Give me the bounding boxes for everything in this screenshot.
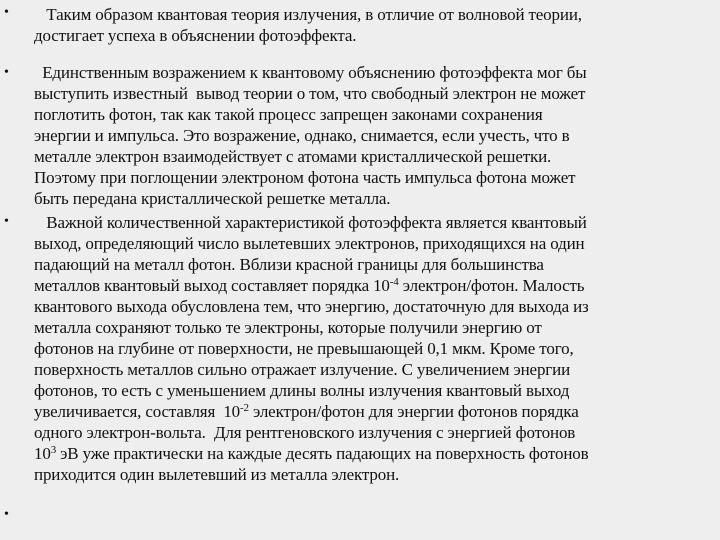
- text-line: [34, 443, 720, 464]
- text-segment: электрон/фотон для энергии фотонов порядка: [248, 402, 579, 421]
- paragraph-3: [34, 212, 720, 485]
- text-line: [34, 275, 720, 296]
- text-segment: эВ уже практически на каждые десять падающих на поверхность фотонов: [56, 444, 589, 463]
- text-segment: увеличивается, составляя 10: [34, 402, 241, 421]
- paragraph-1: [34, 4, 720, 46]
- text-line: энергии и импульса. Это возражение, однако, снимается, если учесть, что в: [34, 126, 570, 145]
- bullet-4: •: [4, 507, 9, 522]
- text-line: Таким образом квантовая теория излучения, в отличие от волновой теории,: [34, 5, 582, 24]
- text-line: поглотить фотон, так как такой процесс запрещен законами сохранения: [34, 105, 543, 124]
- text-line: приходится один вылетевший из металла электрон.: [34, 465, 400, 484]
- paragraph-2: [34, 62, 720, 209]
- text-line: Единственным возражением к квантовому объяснению фотоэффекта мог бы: [34, 63, 587, 82]
- bullet-1: •: [4, 5, 9, 20]
- bullet-2: •: [4, 65, 9, 80]
- text-line: падающий на металл фотон. Вблизи красной границы для большинства: [34, 255, 544, 274]
- text-line: Важной количественной характеристикой фотоэффекта является квантовый: [34, 213, 587, 232]
- text-line: поверхность металлов сильно отражает излучение. С увеличением энергии: [34, 360, 571, 379]
- text-line: металле электрон взаимодействует с атомами кристаллической решетки.: [34, 147, 552, 166]
- bullet-3: •: [4, 214, 9, 229]
- exponent: 3: [50, 444, 57, 456]
- text-line: выход, определяющий число вылетевших электронов, приходящихся на один: [34, 234, 585, 253]
- text-line: [34, 401, 720, 422]
- text-segment: электрон/фотон. Малость: [398, 276, 585, 295]
- text-line: фотонов на глубине от поверхности, не превышающей 0,1 мкм. Кроме того,: [34, 339, 574, 358]
- text-line: достигает успеха в объяснении фотоэффекта.: [34, 26, 357, 45]
- text-line: выступить известный вывод теории о том, что свободный электрон не может: [34, 84, 586, 103]
- text-line: одного электрон-вольта. Для рентгеновского излучения с энергией фотонов: [34, 423, 576, 442]
- text-line: быть передана кристаллической решетке металла.: [34, 189, 391, 208]
- text-line: фотонов, то есть с уменьшением длины волны излучения квантовый выход: [34, 381, 570, 400]
- exponent: -2: [240, 402, 249, 414]
- text-segment: металлов квантовый выход составляет порядка 10: [34, 276, 390, 295]
- text-line: квантового выхода обусловлена тем, что энергию, достаточную для выхода из: [34, 297, 589, 316]
- text-line: металла сохраняют только те электроны, которые получили энергию от: [34, 318, 542, 337]
- exponent: -4: [389, 276, 399, 288]
- text-segment: 10: [34, 444, 51, 463]
- text-line: Поэтому при поглощении электроном фотона часть импульса фотона может: [34, 168, 576, 187]
